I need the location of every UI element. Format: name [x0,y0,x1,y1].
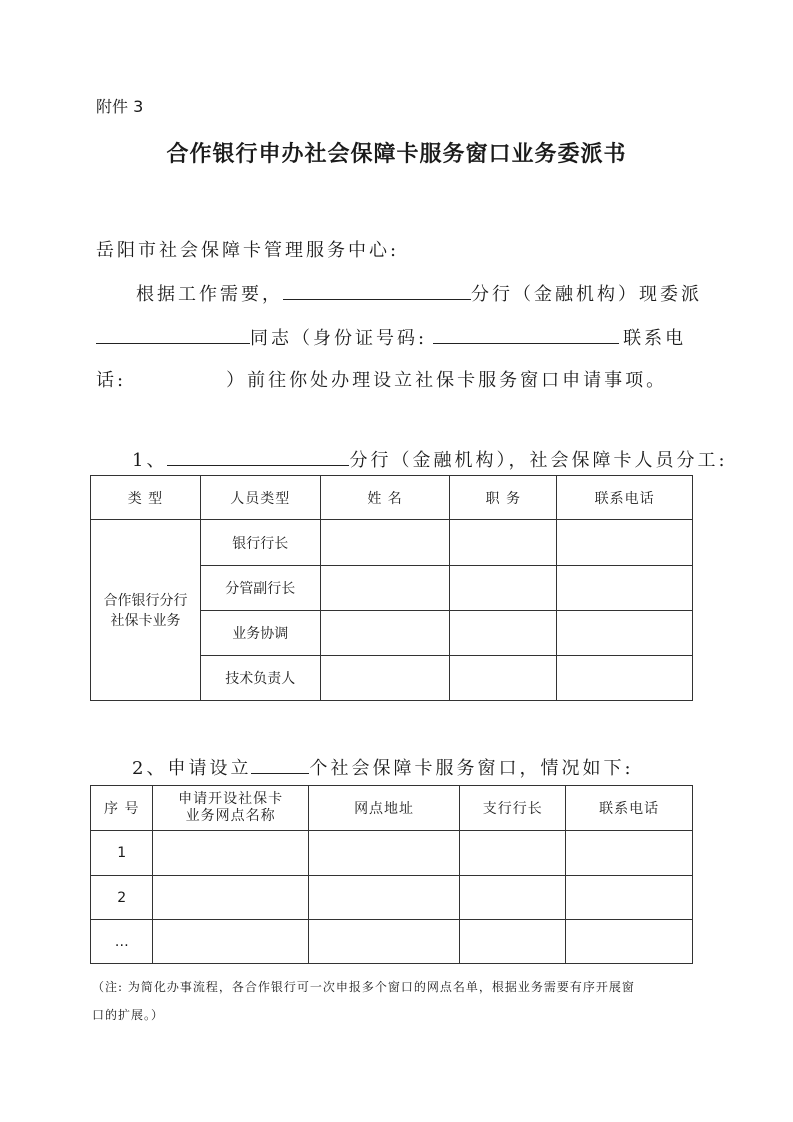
col-seq: 序 号 [91,786,153,831]
para-text: 分行（金融机构）现委派 [471,284,702,305]
phone-cell[interactable] [557,520,693,566]
note-line-2: 口的扩展。） [92,1008,165,1022]
outlet-table-header [91,786,693,831]
note-line-1: （注: 为简化办事流程，各合作银行可一次申报多个窗口的网点名单，根据业务需要有序开展窗 [92,980,635,994]
manager-cell[interactable] [460,831,566,876]
phone-cell[interactable] [566,831,693,876]
section1-suffix: 分行（金融机构），社会保障卡人员分工: [349,450,728,471]
section2-suffix: 个社会保障卡服务窗口，情况如下: [309,758,634,779]
col-outlet-name [153,786,308,831]
section1-heading [132,446,728,472]
phone-cell[interactable] [557,611,693,656]
col-type: 类 型 [91,476,201,520]
table-row [91,831,693,876]
col-phone: 联系电话 [557,476,693,520]
section1-prefix: 1、 [132,450,168,471]
seq-cell: 2 [91,876,153,920]
outlet-name-cell[interactable] [153,876,308,920]
table-row [91,876,693,920]
name-cell[interactable] [320,611,450,656]
address-cell[interactable] [308,831,459,876]
para-text: 同志（身份证号码: [250,328,428,349]
paragraph-line-1 [136,280,702,306]
delegate-name-blank[interactable] [96,325,250,344]
staff-table [90,475,693,701]
bank-name-blank[interactable] [283,281,471,300]
para-text: ）前往你处办理设立社保卡服务窗口申请事项。 [226,370,668,391]
phone-cell[interactable] [557,656,693,701]
role-cell: 技术负责人 [200,656,320,701]
para-text: 根据工作需要， [136,284,283,305]
name-cell[interactable] [320,656,450,701]
addressee: 岳阳市社会保障卡管理服务中心: [96,240,400,261]
phone-cell[interactable] [566,876,693,920]
col-name: 姓 名 [320,476,450,520]
category-cell [91,520,201,701]
position-cell[interactable] [450,611,557,656]
address-cell[interactable] [308,920,459,964]
col-role: 人员类型 [200,476,320,520]
manager-cell[interactable] [460,920,566,964]
role-cell: 银行行长 [200,520,320,566]
col-position: 职 务 [450,476,557,520]
category-line-1: 合作银行分行 [103,593,188,609]
table-row [91,920,693,964]
category-line-2: 社保卡业务 [110,613,181,629]
outlet-name-line-1: 申请开设社保卡 [178,791,284,807]
section2-prefix: 2、申请设立 [132,758,252,779]
seq-cell: … [91,920,153,964]
position-cell[interactable] [450,656,557,701]
role-cell: 业务协调 [200,611,320,656]
para-text: 联系电 [623,328,687,349]
manager-cell[interactable] [460,876,566,920]
col-phone: 联系电话 [566,786,693,831]
position-cell[interactable] [450,520,557,566]
outlet-name-cell[interactable] [153,831,308,876]
seq-cell: 1 [91,831,153,876]
role-cell: 分管副行长 [200,566,320,611]
table-row [91,520,693,566]
window-count-blank[interactable] [251,755,309,774]
phone-cell[interactable] [566,920,693,964]
attachment-label: 附件 3 [96,97,144,116]
outlet-name-line-2: 业务网点名称 [185,808,276,824]
outlet-table [90,785,693,964]
name-cell[interactable] [320,520,450,566]
staff-table-header [91,476,693,520]
phone-cell[interactable] [557,566,693,611]
col-address: 网点地址 [308,786,459,831]
paragraph-line-3 [96,366,667,392]
para-text: 话: [96,370,127,391]
section1-bank-blank[interactable] [167,447,349,466]
id-number-blank[interactable] [433,325,619,344]
paragraph-line-2 [96,324,686,350]
col-manager: 支行行长 [460,786,566,831]
name-cell[interactable] [320,566,450,611]
address-cell[interactable] [308,876,459,920]
document-title: 合作银行申办社会保障卡服务窗口业务委派书 [166,142,627,167]
section2-heading [132,754,634,780]
outlet-name-cell[interactable] [153,920,308,964]
position-cell[interactable] [450,566,557,611]
